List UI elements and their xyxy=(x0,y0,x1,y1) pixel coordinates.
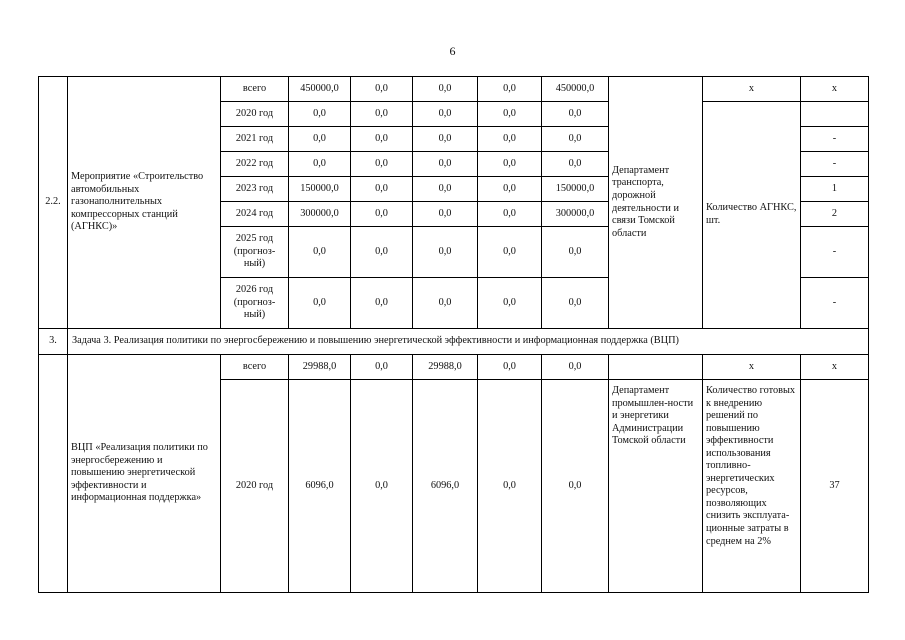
amount-cell: 6096,0 xyxy=(413,380,478,593)
indicator-cell: Количество готовых к внедрению решений по повышению эффективности использования топливно-энергетических ресурсов, позволяющих снизить эксплуата-ционные затраты в среднем на 2% xyxy=(703,380,801,593)
amount-cell: 0,0 xyxy=(542,355,609,380)
year-cell: 2021 год xyxy=(221,127,289,152)
indicator-cell: x xyxy=(703,77,801,102)
value-cell: 1 xyxy=(801,177,869,202)
year-cell: 2020 год xyxy=(221,380,289,593)
amount-cell: 0,0 xyxy=(289,278,351,329)
amount-cell: 0,0 xyxy=(351,102,413,127)
year-cell: 2020 год xyxy=(221,102,289,127)
amount-cell: 0,0 xyxy=(289,102,351,127)
value-cell: 37 xyxy=(801,380,869,593)
amount-cell: 0,0 xyxy=(351,380,413,593)
table-row xyxy=(39,355,869,380)
value-cell: - xyxy=(801,227,869,278)
task-title: Задача 3. Реализация политики по энергосбережению и повышению энергетической эффективности и информационная поддержка (ВЦП) xyxy=(68,329,869,355)
amount-cell: 0,0 xyxy=(413,152,478,177)
amount-cell: 0,0 xyxy=(478,177,542,202)
amount-cell: 300000,0 xyxy=(542,202,609,227)
amount-cell: 0,0 xyxy=(413,127,478,152)
year-cell: всего xyxy=(221,77,289,102)
amount-cell: 0,0 xyxy=(351,127,413,152)
amount-cell: 0,0 xyxy=(413,77,478,102)
amount-cell: 0,0 xyxy=(351,177,413,202)
task-row xyxy=(39,329,869,355)
activity-name: Мероприятие «Строительство автомобильных газонаполнительных компрессорных станций (АГНКС)» xyxy=(68,77,221,329)
amount-cell: 29988,0 xyxy=(289,355,351,380)
amount-cell: 6096,0 xyxy=(289,380,351,593)
amount-cell: 0,0 xyxy=(289,127,351,152)
amount-cell: 0,0 xyxy=(478,152,542,177)
row-number: 3. xyxy=(39,329,68,355)
amount-cell: 150000,0 xyxy=(289,177,351,202)
year-cell: 2023 год xyxy=(221,177,289,202)
amount-cell: 0,0 xyxy=(478,355,542,380)
executor-cell xyxy=(609,355,703,380)
amount-cell: 0,0 xyxy=(289,152,351,177)
indicator-cell: x xyxy=(703,355,801,380)
executor-cell: Департамент промышлен-ности и энергетики Администрации Томской области xyxy=(609,380,703,593)
executor-cell: Департамент транспорта, дорожной деятельности и связи Томской области xyxy=(609,77,703,329)
amount-cell: 0,0 xyxy=(478,77,542,102)
amount-cell: 0,0 xyxy=(413,227,478,278)
amount-cell: 0,0 xyxy=(478,127,542,152)
amount-cell: 29988,0 xyxy=(413,355,478,380)
amount-cell: 0,0 xyxy=(413,102,478,127)
indicator-cell: Количество АГНКС, шт. xyxy=(703,102,801,329)
amount-cell: 0,0 xyxy=(542,152,609,177)
table-row xyxy=(39,77,869,102)
amount-cell: 0,0 xyxy=(413,177,478,202)
amount-cell: 0,0 xyxy=(413,202,478,227)
year-cell: 2025 год (прогноз-ный) xyxy=(221,227,289,278)
value-cell: - xyxy=(801,152,869,177)
amount-cell: 0,0 xyxy=(478,227,542,278)
amount-cell: 0,0 xyxy=(351,355,413,380)
value-cell xyxy=(801,102,869,127)
amount-cell: 300000,0 xyxy=(289,202,351,227)
year-cell: 2026 год (прогноз-ный) xyxy=(221,278,289,329)
amount-cell: 0,0 xyxy=(413,278,478,329)
amount-cell: 0,0 xyxy=(351,152,413,177)
year-cell: 2022 год xyxy=(221,152,289,177)
value-cell: - xyxy=(801,278,869,329)
activity-name: ВЦП «Реализация политики по энергосбережению и повышению энергетической эффективности и информационная поддержка» xyxy=(68,355,221,593)
year-cell: всего xyxy=(221,355,289,380)
amount-cell: 150000,0 xyxy=(542,177,609,202)
amount-cell: 0,0 xyxy=(478,380,542,593)
value-cell: x xyxy=(801,355,869,380)
amount-cell: 450000,0 xyxy=(289,77,351,102)
amount-cell: 0,0 xyxy=(478,278,542,329)
amount-cell: 0,0 xyxy=(542,127,609,152)
row-number: 2.2. xyxy=(39,77,68,329)
amount-cell: 0,0 xyxy=(542,227,609,278)
page-number: 6 xyxy=(449,44,456,58)
amount-cell: 0,0 xyxy=(542,380,609,593)
amount-cell: 0,0 xyxy=(351,278,413,329)
row-number xyxy=(39,355,68,593)
amount-cell: 0,0 xyxy=(478,202,542,227)
amount-cell: 0,0 xyxy=(351,227,413,278)
amount-cell: 0,0 xyxy=(478,102,542,127)
amount-cell: 0,0 xyxy=(542,278,609,329)
amount-cell: 0,0 xyxy=(351,202,413,227)
value-cell: x xyxy=(801,77,869,102)
program-table xyxy=(38,76,869,593)
year-cell: 2024 год xyxy=(221,202,289,227)
value-cell: - xyxy=(801,127,869,152)
amount-cell: 0,0 xyxy=(542,102,609,127)
amount-cell: 450000,0 xyxy=(542,77,609,102)
amount-cell: 0,0 xyxy=(351,77,413,102)
value-cell: 2 xyxy=(801,202,869,227)
amount-cell: 0,0 xyxy=(289,227,351,278)
